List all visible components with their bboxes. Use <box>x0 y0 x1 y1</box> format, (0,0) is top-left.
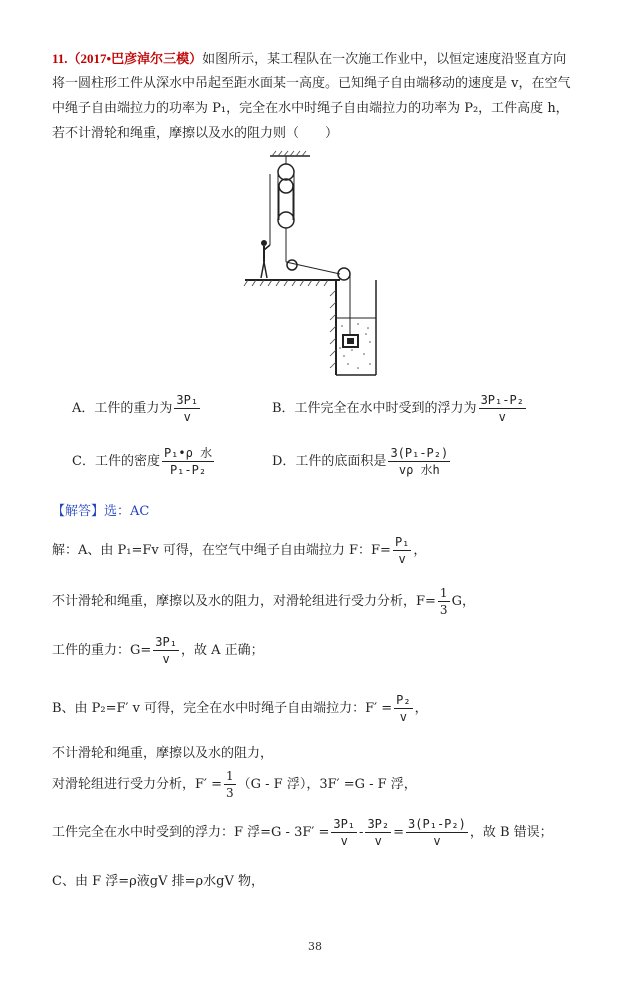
solution-2-text: 不计滑轮和绳重，摩擦以及水的阻力，对滑轮组进行受力分析，F= <box>52 594 436 609</box>
question-text-1: 如图所示，某工程队在一次施工作业中，以恒定速度沿竖直方向 <box>202 52 567 67</box>
solution-7-num-2: 3P₂ <box>367 817 390 831</box>
option-b <box>272 392 528 425</box>
solution-line-3 <box>52 634 264 667</box>
option-a-num: 3P₁ <box>176 393 199 407</box>
solution-line-2 <box>52 585 475 618</box>
pulley-diagram <box>240 150 380 380</box>
question-source: （2017•巴彦淖尔三模） <box>67 51 203 66</box>
solution-4-text: B、由 P₂=F′ v 可得，完全在水中时绳子自由端拉力：F′ = <box>52 701 393 716</box>
option-a-fraction <box>174 392 200 425</box>
solution-7-den-1: v <box>340 834 348 848</box>
option-d-num: 3(P₁-P₂) <box>390 446 449 460</box>
solution-7-post: ，故 B 错误； <box>469 825 553 840</box>
fixed-pulley-icon <box>278 164 294 180</box>
solution-7-equals: = <box>393 825 405 840</box>
solution-7-fraction-2 <box>365 816 391 849</box>
solution-1-text: 解：A、由 P₁=Fv 可得，在空气中绳子自由端拉力 F：F= <box>52 543 391 558</box>
solution-7-text: 工件完全在水中时受到的浮力：F 浮=G - 3F′ = <box>52 825 330 840</box>
solution-7-num-1: 3P₁ <box>333 817 356 831</box>
solution-1-den: v <box>398 552 406 566</box>
movable-pulley-icon <box>278 212 294 228</box>
solution-line-8: C、由 F 浮=ρ液gV 排=ρ水gV 物， <box>52 874 264 889</box>
solution-3-den: v <box>162 652 170 666</box>
solution-6-fraction <box>224 768 236 801</box>
solution-7-num-3: 3(P₁-P₂) <box>408 817 466 831</box>
answer-text: 选：AC <box>104 504 150 519</box>
solution-3-text: 工件的重力：G= <box>52 643 152 658</box>
solution-2-post: G， <box>451 594 475 609</box>
solution-line-1 <box>52 534 426 567</box>
option-b-fraction <box>479 392 526 425</box>
answer-line <box>52 500 149 519</box>
solution-4-fraction <box>394 692 412 725</box>
option-d-den: vρ 水h <box>398 463 440 477</box>
option-d-fraction <box>388 445 450 478</box>
option-d <box>272 445 452 478</box>
option-c-num: P₁•ρ 水 <box>163 446 213 460</box>
solution-7-den-2: v <box>374 834 382 848</box>
solution-3-num: 3P₁ <box>155 635 177 649</box>
solution-3-post: ，故 A 正确； <box>180 643 264 658</box>
answer-tag: 【解答】 <box>52 504 105 519</box>
option-c <box>72 445 216 478</box>
solution-7-den-3: v <box>433 834 441 848</box>
option-a-label: A．工件的重力为 <box>72 401 173 416</box>
question-line-2: 将一圆柱形工件从深水中吊起至距水面某一高度。已知绳子自由端移动的速度是 v，在空气 <box>52 76 571 91</box>
solution-line-6 <box>52 768 417 801</box>
option-c-label: C．工件的密度 <box>72 454 160 469</box>
solution-6-post: （G - F 浮），3F′ =G - F 浮， <box>237 777 417 792</box>
solution-2-num: 1 <box>439 586 448 600</box>
question-line-3: 中绳子自由端拉力的功率为 P₁，完全在水中时绳子自由端拉力的功率为 P₂，工件高度 h， <box>52 101 569 116</box>
solution-2-fraction <box>438 585 450 618</box>
option-c-den: P₁-P₂ <box>169 463 207 477</box>
option-b-label: B．工件完全在水中时受到的浮力为 <box>272 401 477 416</box>
solution-1-fraction <box>393 534 411 567</box>
option-d-label: D．工件的底面积是 <box>272 454 387 469</box>
solution-6-num: 1 <box>226 769 234 783</box>
option-b-num: 3P₁-P₂ <box>480 393 524 407</box>
question-number: 11. <box>52 51 68 66</box>
solution-6-text: 对滑轮组进行受力分析，F′ = <box>52 777 222 792</box>
solution-4-num: P₂ <box>396 693 411 707</box>
option-b-den: v <box>498 410 506 424</box>
solution-4-post: ， <box>414 701 428 716</box>
solution-line-4 <box>52 692 428 725</box>
solution-2-den: 3 <box>439 603 448 617</box>
page-number: 38 <box>308 940 322 953</box>
solution-line-5: 不计滑轮和绳重，摩擦以及水的阻力， <box>52 746 274 761</box>
solution-1-num: P₁ <box>394 535 410 549</box>
option-a <box>72 392 202 425</box>
solution-1-post: ， <box>413 543 427 558</box>
solution-6-den: 3 <box>226 786 234 800</box>
solution-3-fraction <box>153 634 179 667</box>
solution-7-fraction-1 <box>331 816 357 849</box>
question-line-1 <box>52 48 566 71</box>
solution-4-den: v <box>399 710 407 724</box>
worker-icon <box>261 240 267 246</box>
option-a-den: v <box>183 410 191 424</box>
question-line-4: 若不计滑轮和绳重，摩擦以及水的阻力则（ ） <box>52 126 339 141</box>
solution-line-7 <box>52 816 553 849</box>
solution-7-minus: - <box>359 825 364 840</box>
option-c-fraction <box>162 445 214 478</box>
solution-7-fraction-3 <box>406 816 468 849</box>
